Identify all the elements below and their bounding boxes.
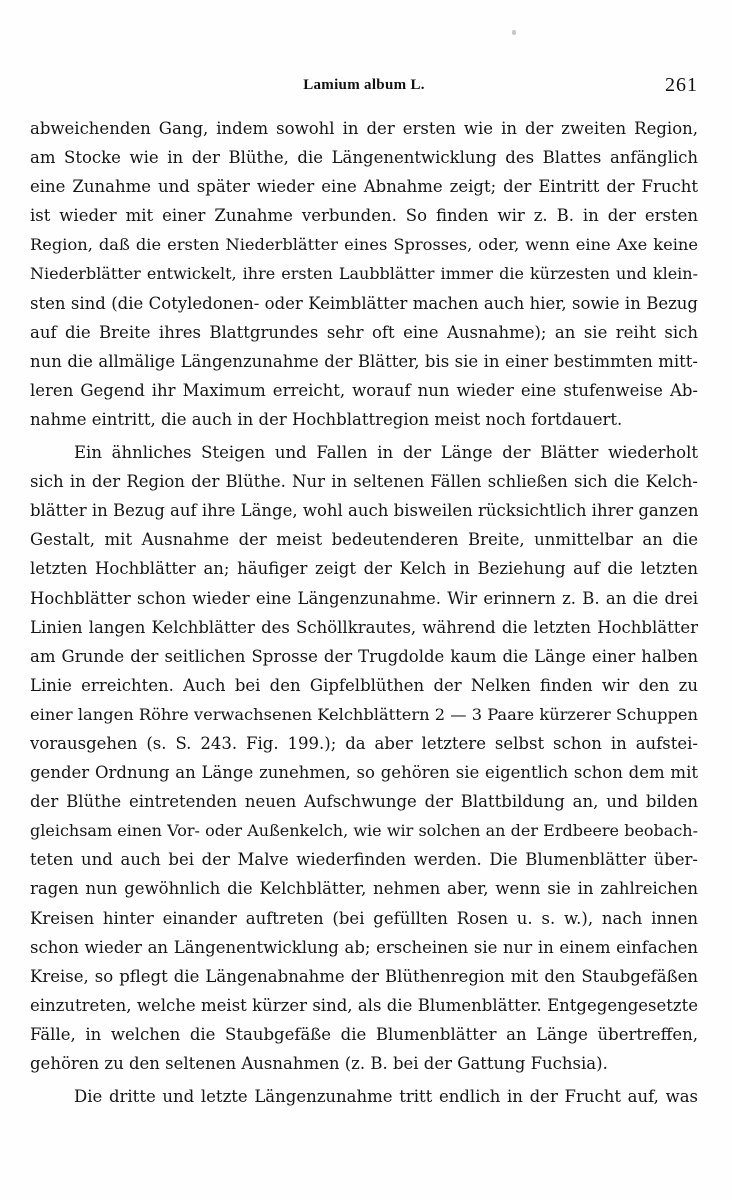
text-line: abweichenden Gang, indem sowohl in der ersten wie in der zweiten Region, (30, 119, 698, 138)
text-line: ragen nun gewöhnlich die Kelchblätter, nehmen aber, wenn sie in zahlreichen (30, 879, 698, 899)
body-text (30, 114, 698, 1111)
text-line: nahme eintritt, die auch in der Hochblattregion meist noch fortdauert. (30, 409, 623, 429)
text-line: blätter in Bezug auf ihre Länge, wohl auch bisweilen rücksichtlich ihrer ganzen (30, 501, 698, 521)
text-line: Fälle, in welchen die Staubgefäße die Blumenblätter an Länge übertreffen, (30, 1024, 698, 1044)
text-line: am Grunde der seitlichen Sprosse der Trugdolde kaum die Länge einer halben (30, 646, 698, 666)
text-line: einer langen Röhre verwachsenen Kelchblättern 2 — 3 Paare kürzerer Schuppen (30, 704, 698, 724)
text-line: teten und auch bei der Malve wiederfinden werden. Die Blumenblätter über- (30, 850, 698, 870)
paragraph-start-line: Die dritte und letzte Längenzunahme tritt endlich in der Frucht auf, was (74, 1087, 698, 1107)
paragraph-start-line: Ein ähnliches Steigen und Fallen in der Länge der Blätter wiederholt (74, 443, 698, 463)
text-line: Linie erreichten. Auch bei den Gipfelblüthen der Nelken finden wir den zu (30, 675, 698, 695)
text-line: schon wieder an Längenentwicklung ab; erscheinen sie nur in einem einfachen (30, 937, 698, 957)
text-line: Niederblätter entwickelt, ihre ersten Laubblätter immer die kürzesten und klein- (30, 264, 698, 284)
text-line: Kreisen hinter einander auftreten (bei gefüllten Rosen u. s. w.), nach innen (30, 908, 698, 928)
text-line: sten sind (die Cotyledonen- oder Keimblätter machen auch hier, sowie in Bezug (30, 293, 698, 313)
paper-speck (512, 30, 516, 35)
text-line: leren Gegend ihr Maximum erreicht, worauf nun wieder eine stufenweise Ab- (30, 380, 698, 400)
text-line: vorausgehen (s. S. 243. Fig. 199.); da aber letztere selbst schon in aufstei- (30, 733, 698, 753)
text-line: gleichsam einen Vor- oder Außenkelch, wie wir solchen an der Erdbeere beobach- (30, 821, 698, 841)
text-line: auf die Breite ihres Blattgrundes sehr oft eine Ausnahme); an sie reiht sich (30, 322, 698, 342)
text-line: nun die allmälige Längenzunahme der Blätter, bis sie in einer bestimmten mitt- (30, 351, 698, 371)
text-line: Gestalt, mit Ausnahme der meist bedeutenderen Breite, unmittelbar an die (30, 530, 698, 550)
page-number: 261 (665, 74, 698, 96)
text-line: ist wieder mit einer Zunahme verbunden. So finden wir z. B. in der ersten (30, 206, 698, 226)
running-head (30, 74, 698, 100)
text-line: eine Zunahme und später wieder eine Abnahme zeigt; der Eintritt der Frucht (30, 177, 698, 197)
text-line: gehören zu den seltenen Ausnahmen (z. B. bei der Gattung Fuchsia). (30, 1054, 608, 1073)
text-line: letzten Hochblätter an; häufiger zeigt der Kelch in Beziehung auf die letzten (30, 559, 698, 579)
text-line: Linien langen Kelchblätter des Schöllkrautes, während die letzten Hochblätter (30, 617, 698, 637)
text-line: einzutreten, welche meist kürzer sind, als die Blumenblätter. Entgegengesetzte (30, 995, 698, 1015)
text-line: am Stocke wie in der Blüthe, die Längenentwicklung des Blattes anfänglich (30, 148, 698, 168)
text-line: der Blüthe eintretenden neuen Aufschwunge der Blattbildung an, und bilden (30, 792, 698, 812)
text-line: Region, daß die ersten Niederblätter eines Sprosses, oder, wenn eine Axe keine (30, 235, 698, 255)
text-line: gender Ordnung an Länge zunehmen, so gehören sie eigentlich schon dem mit (30, 763, 698, 783)
running-title: Lamium album L. (303, 77, 425, 93)
text-line: Kreise, so pflegt die Längenabnahme der Blüthenregion mit den Staubgefäßen (30, 966, 698, 986)
text-line: Hochblätter schon wieder eine Längenzunahme. Wir erinnern z. B. an die drei (30, 588, 698, 608)
text-line: sich in der Region der Blüthe. Nur in seltenen Fällen schließen sich die Kelch- (30, 472, 698, 492)
